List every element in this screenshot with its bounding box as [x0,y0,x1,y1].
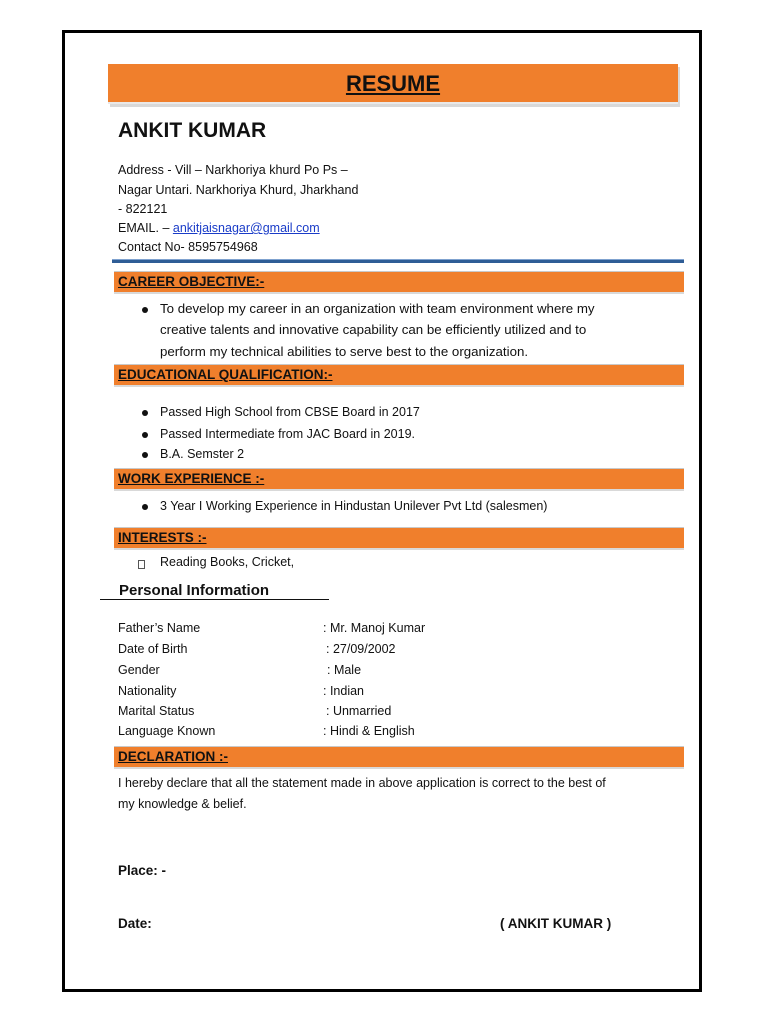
education-heading: EDUCATIONAL QUALIFICATION:- [118,367,333,382]
work-experience-header [114,468,684,489]
declaration-heading: DECLARATION :- [118,749,228,764]
education-item-3: B.A. Semster 2 [160,447,245,461]
bullet-icon [142,410,148,416]
declaration-line-2: my knowledge & belief. [118,797,247,811]
bullet-icon [142,307,148,313]
career-objective-header [114,271,684,292]
career-objective-line-2: creative talents and innovative capability can be efficiently utilized and to [160,322,587,337]
contact-line: Contact No- 8595754968 [118,240,258,254]
father-name-label: Father’s Name [118,621,201,635]
education-item-2: Passed Intermediate from JAC Board in 2019. [160,427,415,441]
bullet-icon [142,432,148,438]
nationality-value: : Indian [323,684,365,698]
career-objective-line-3: perform my technical abilities to serve best to the organization. [160,344,529,359]
education-header [114,364,684,385]
interests-item-1: Reading Books, Cricket, [160,555,295,569]
address-line-3: - 822121 [118,202,168,216]
bullet-icon [142,452,148,458]
interests-header [114,527,684,548]
nationality-label: Nationality [118,684,177,698]
address-line-1: Address - Vill – Narkhoriya khurd Po Ps – [118,163,348,177]
place-label: Place: - [118,863,167,878]
email-label: EMAIL. – [118,221,173,235]
career-objective-heading: CAREER OBJECTIVE:- [118,274,265,289]
signature-name: ( ANKIT KUMAR ) [500,916,612,931]
email-line [118,221,320,235]
work-experience-heading: WORK EXPERIENCE :- [118,471,265,486]
resume-title: RESUME [345,71,441,96]
marital-status-value: : Unmarried [326,704,392,718]
work-experience-item-1: 3 Year I Working Experience in Hindustan Unilever Pvt Ltd (salesmen) [160,499,548,513]
dob-label: Date of Birth [118,642,188,656]
candidate-name: ANKIT KUMAR [118,119,267,142]
language-label: Language Known [118,724,216,738]
gender-value: : Male [327,663,362,677]
marital-status-label: Marital Status [118,704,195,718]
gender-label: Gender [118,663,160,677]
declaration-line-1: I hereby declare that all the statement made in above application is correct to the best of [118,776,606,790]
language-value: : Hindi & English [323,724,415,738]
missing-glyph-icon [138,560,145,569]
bullet-icon [142,504,148,510]
date-label: Date: [118,916,152,931]
personal-info-underline [100,599,329,600]
interests-heading: INTERESTS :- [118,530,207,545]
declaration-header [114,746,684,767]
father-name-value: : Mr. Manoj Kumar [323,621,426,635]
header-divider [112,259,684,263]
email-link[interactable]: ankitjaisnagar@gmail.com [172,221,320,235]
personal-info-heading: Personal Information [119,582,270,599]
address-line-2: Nagar Untari. Narkhoriya Khurd, Jharkhand [118,183,359,197]
title-banner [108,64,678,104]
career-objective-line-1: To develop my career in an organization with team environment where my [160,301,595,316]
dob-value: : 27/09/2002 [326,642,396,656]
education-item-1: Passed High School from CBSE Board in 2017 [160,405,420,419]
